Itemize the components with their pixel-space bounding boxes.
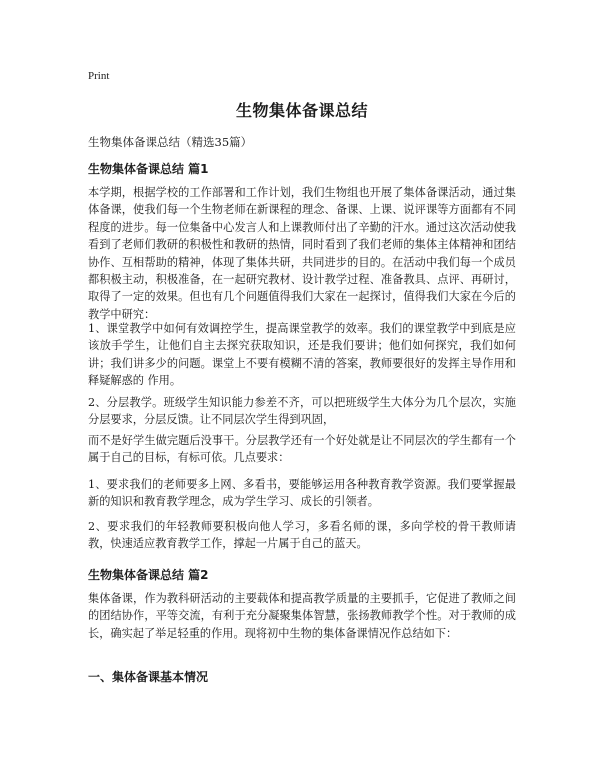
section-heading-2: 生物集体备课总结 篇2 <box>88 568 209 582</box>
section-heading-3: 一、集体备课基本情况 <box>88 670 209 684</box>
document-subtitle: 生物集体备课总结（精选35篇） <box>88 135 253 149</box>
document-title: 生物集体备课总结 <box>235 101 368 120</box>
print-label[interactable]: Print <box>88 70 110 82</box>
paragraph: 1、课堂教学中如何有效调控学生，提高课堂教学的效率。我们的课堂教学中到底是应该放手学生，让他们自主去探究获取知识，还是我们要讲；他们如何探究，我们如何讲；我们讲多少的问题。课堂上不要有模糊不清的答案，教师要很好的发挥主导作用和释疑解惑的 作用。 <box>88 322 516 388</box>
paragraph: 本学期，根据学校的工作部署和工作计划，我们生物组也开展了集体备课活动，通过集体备课，使我们每一个生物老师在新课程的理念、备课、上课、说评课等方面都有不同程度的进步。每一位集备中心发言人和上课教师付出了辛勤的汗水。通过这次活动使我看到了老师们教研的积极性和教研的热情，同时看到了我们老师的集体主体精神和团结协作、互相帮助的精神，体现了集体共研，共同进步的目的。在活动中我们每一个成员都积极主动，积极准备，在一起研究教材、设计教学过程、准备教具、点评、再研讨，取得了一定的效果。但也有几个问题值得我们大家在一起探讨，值得我们大家在今后的教学中研究： <box>88 186 516 321</box>
paragraph: 2、要求我们的年轻教师要积极向他人学习，多看名师的课，多向学校的骨干教师请教，快速适应教育教学工作，撑起一片属于自己的蓝天。 <box>88 520 516 551</box>
paragraph: 集体备课，作为教科研活动的主要载体和提高教学质量的主要抓手，它促进了教师之间的团结协作，平等交流，有利于充分凝聚集体智慧，张扬教师教学个性。对于教师的成长，确实起了举足轻重的作用。现将初中生物的集体备课情况作总结如下： <box>88 592 516 640</box>
paragraph: 2、分层教学。班级学生知识能力参差不齐，可以把班级学生大体分为几个层次，实施分层要求，分层反馈。让不同层次学生得到巩固， <box>88 396 516 427</box>
paragraph: 而不是好学生做完题后没事干。分层教学还有一个好处就是让不同层次的学生都有一个属于自己的目标，有标可依。几点要求： <box>88 434 516 465</box>
section-heading-1: 生物集体备课总结 篇1 <box>88 162 209 176</box>
paragraph: 1、要求我们的老师要多上网、多看书，要能够运用各种教育教学资源。我们要掌握最新的知识和教育教学理念，成为学生学习、成长的引领者。 <box>88 478 516 509</box>
